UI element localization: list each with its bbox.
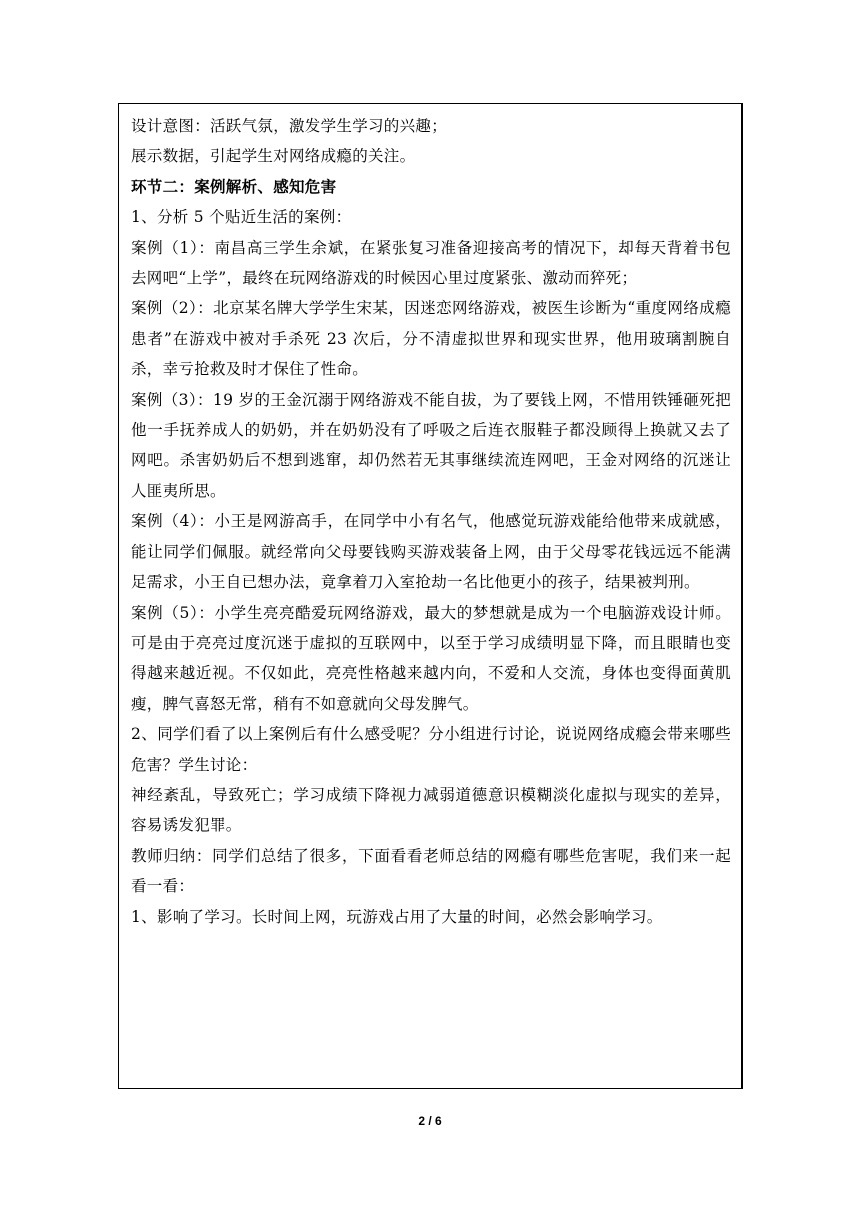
paragraph-case-5: 案例（5）：小学生亮亮酷爱玩网络游戏，最大的梦想就是成为一个电脑游戏设计师。可是由于亮亮过度沉迷于虚拟的互联网中，以至于学习成绩明显下降，而且眼睛也变得越来越近视。不仅如此，亮亮性格越来越内向，不爱和人交流，身体也变得面黄肌瘦，脾气喜怒无常，稍有不如意就向父母发脾气。 <box>131 603 731 713</box>
paragraph-case-4: 案例（4）：小王是网游高手，在同学中小有名气，他感觉玩游戏能给他带来成就感，能让同学们佩服。就经常向父母要钱购买游戏装备上网，由于父母零花钱远远不能满足需求，小王自已想办法，竟拿着刀入室抢劫一名比他更小的孩子，结果被判刑。 <box>131 512 731 592</box>
paragraph-harm-1: 1、影响了学习。长时间上网，玩游戏占用了大量的时间，必然会影响学习。 <box>131 907 663 926</box>
paragraph-case-3: 案例（3）：19 岁的王金沉溺于网络游戏不能自拔，为了要钱上网，不惜用铁锤砸死把他一手抚养成人的奶奶，并在奶奶没有了呼吸之后连衣服鞋子都没顾得上换就又去了网吧。杀害奶奶后不想到逃窜，却仍然若无其事继续流连网吧，王金对网络的沉迷让人匪夷所思。 <box>131 390 731 500</box>
section-heading: 环节二：案例解析、感知危害 <box>131 176 337 196</box>
paragraph-design-intent: 设计意图：活跃气氛，激发学生学习的兴趣； <box>131 117 448 135</box>
paragraph-case-1: 案例（1）：南昌高三学生余斌，在紧张复习准备迎接高考的情况下，却每天背着书包去网吧“上学”，最终在玩网络游戏的时候因心里过度紧张、激动而猝死； <box>131 238 731 288</box>
document-body <box>131 111 731 932</box>
paragraph-student-answers: 神经紊乱，导致死亡；学习成绩下降视力减弱道德意识模糊淡化虚拟与现实的差异，容易诱发犯罪。 <box>131 785 731 835</box>
page-number: 2 / 6 <box>418 1114 442 1128</box>
paragraph-show-data: 展示数据，引起学生对网络成瘾的关注。 <box>131 147 416 166</box>
paragraph-case-intro: 1、分析 5 个贴近生活的案例： <box>131 208 352 227</box>
paragraph-teacher-summary: 教师归纳：同学们总结了很多，下面看看老师总结的网瘾有哪些危害呢，我们来一起看一看： <box>131 846 731 896</box>
paragraph-discussion: 2、同学们看了以上案例后有什么感受呢？分小组进行讨论，说说网络成瘾会带来哪些危害？学生讨论： <box>131 725 731 774</box>
table-right-border <box>742 103 743 1089</box>
paragraph-case-2: 案例（2）：北京某名牌大学学生宋某，因迷恋网络游戏，被医生诊断为“重度网络成瘾患者”在游戏中被对手杀死 23 次后，分不清虚拟世界和现实世界，他用玻璃割腕自杀，幸亏抢救及时才保住了性命。 <box>131 299 731 379</box>
